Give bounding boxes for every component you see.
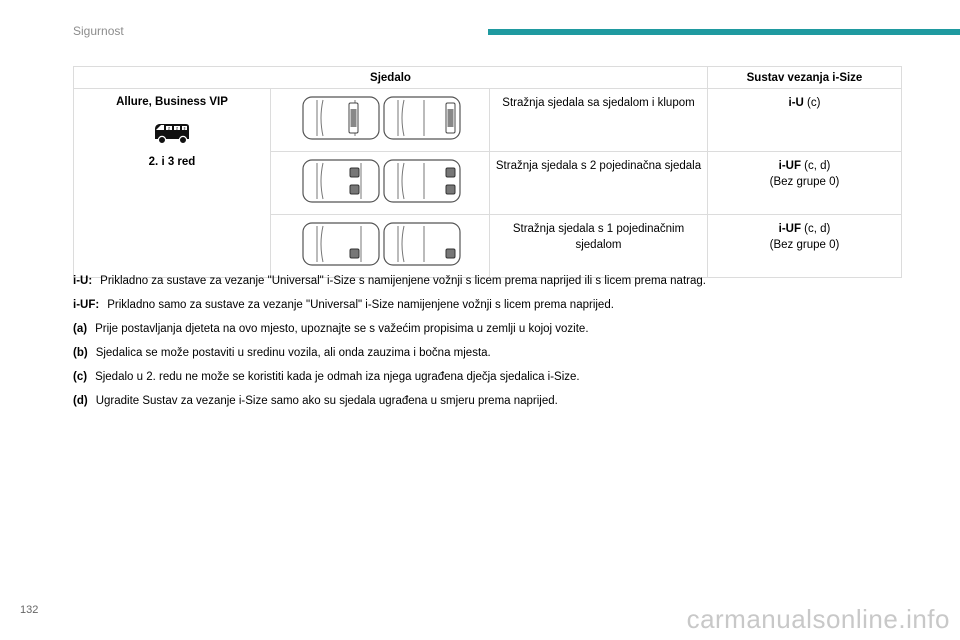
- row-system: [708, 215, 902, 278]
- system-code: i-UF: [778, 223, 801, 235]
- van-side-icon: [152, 120, 192, 146]
- row-system: [708, 152, 902, 215]
- note-iu: [73, 274, 913, 298]
- section-title: Sigurnost: [73, 24, 124, 38]
- note-text: Sjedalica se može postaviti u sredinu vozila, ali onda zauzima i bočna mjesta.: [95, 347, 491, 359]
- note-text: Prikladno za sustave za vezanje "Universal" i-Size s namijenjene vožnji s licem prema naprijed ili s licem prema natrag.: [100, 275, 706, 287]
- page-number: 132: [20, 604, 39, 616]
- note-key: i-UF:: [73, 299, 100, 311]
- version-name: Allure, Business VIP: [116, 96, 228, 108]
- row-description: Stražnja sjedala sa sjedalom i klupom: [490, 89, 708, 152]
- note-d: [73, 394, 913, 418]
- system-extra: (Bez grupe 0): [769, 176, 840, 188]
- watermark: carmanualsonline.info: [686, 604, 950, 634]
- one-individual-seat-layout-diagram: [271, 215, 490, 278]
- note-c: [73, 370, 913, 394]
- isize-seat-table: [73, 66, 902, 278]
- note-key: (a): [73, 323, 88, 335]
- system-code: i-UF: [778, 160, 801, 172]
- system-code: i-U: [788, 97, 804, 109]
- system-code-suffix: (c, d): [800, 223, 831, 235]
- note-key: i-U:: [73, 275, 93, 287]
- note-a: [73, 322, 913, 346]
- footnotes: [73, 274, 913, 418]
- note-b: [73, 346, 913, 370]
- note-text: Ugradite Sustav za vezanje i-Size samo ako su sjedala ugrađena u smjeru prema naprijed.: [95, 395, 558, 407]
- bench-seat-layout-diagram: [271, 89, 490, 152]
- system-extra: (Bez grupe 0): [769, 239, 840, 251]
- system-code-suffix: (c): [803, 97, 821, 109]
- note-text: Prije postavljanja djeteta na ovo mjesto, upoznajte se s važećim propisima u zemlji u kojoj vozite.: [95, 323, 589, 335]
- row-description: Stražnja sjedala s 1 pojedinačnim sjedalom: [490, 215, 708, 278]
- row-system: [708, 89, 902, 152]
- header-seat: Sjedalo: [74, 67, 708, 89]
- version-cell: [74, 89, 271, 278]
- system-code-suffix: (c, d): [800, 160, 831, 172]
- svg-text:3: 3: [183, 126, 186, 131]
- header-accent-bar: [488, 29, 960, 35]
- svg-text:2: 2: [168, 126, 170, 131]
- header-system: Sustav vezanja i-Size: [708, 67, 902, 89]
- row-description: Stražnja sjedala s 2 pojedinačna sjedala: [490, 152, 708, 215]
- two-individual-seats-layout-diagram: [271, 152, 490, 215]
- table-header-row: [74, 67, 902, 89]
- note-text: Sjedalo u 2. redu ne može se koristiti kada je odmah iza njega ugrađena dječja sjedalica i-Size.: [95, 371, 580, 383]
- note-iuf: [73, 298, 913, 322]
- note-key: (b): [73, 347, 88, 359]
- svg-text:2: 2: [176, 126, 178, 131]
- version-rows: 2. i 3 red: [148, 156, 196, 168]
- note-text: Prikladno samo za sustave za vezanje "Universal" i-Size namijenjene vožnji s licem prema naprijed.: [107, 299, 614, 311]
- note-key: (c): [73, 371, 88, 383]
- table-row: [74, 89, 902, 152]
- note-key: (d): [73, 395, 88, 407]
